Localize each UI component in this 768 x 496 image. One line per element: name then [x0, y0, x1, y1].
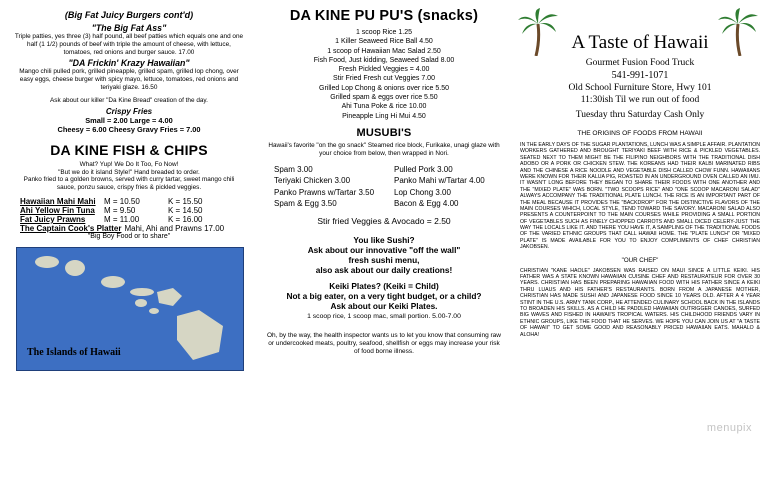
fish-item: [20, 206, 244, 215]
keiki-price: 1 scoop rice, 1 scoop mac, small portion. 5.00-7.00: [307, 312, 461, 320]
big-fat-ass-desc: Triple patties, yes three (3) half pound, all beef patties which equals one and one half (1 1/2) pounds of beef with triple the amount of cheese, with lettuce, tomatoes, red onions and burger sauce. 17.00: [14, 33, 244, 56]
musubi-desc: Hawaii's favorite "on the go snack" Steamed rice block, Furikake, unagi glaze with your choice from below, then wrapped in Nori.: [268, 141, 500, 157]
krazy-hawaiian-name: "DA Frickin' Krazy Hawaiian": [68, 58, 190, 69]
pupu-item: 1 Killer Seaweed Rice Ball 4.50: [335, 38, 433, 46]
musubi-item: Spam 3.00: [274, 164, 313, 174]
pupu-item: Grilled Lop Chong & onions over rice 5.50: [319, 84, 449, 92]
pupu-item: 1 scoop Rice 1.25: [355, 29, 413, 36]
keiki-block: [266, 281, 502, 320]
watermark: menupix: [706, 422, 752, 434]
middle-panel: [256, 0, 512, 496]
phone-number: 541-991-1071: [611, 70, 669, 81]
fish-desc-2: "But we do it island Style!" Hand breaded to order.: [58, 168, 200, 176]
fish-item-m: M = 10.50: [104, 196, 140, 206]
big-boy-note: "Big Boy Food or to share": [87, 232, 171, 240]
pupu-item: 1 scoop of Hawaiian Mac Salad 2.50: [327, 47, 441, 55]
hawaii-islands-map: [16, 247, 244, 371]
fish-item-k: K = 15.50: [168, 196, 203, 206]
chef-text: CHRISTIAN "KANE HAOLE" JAKOBSEN WAS RAISED ON MAUI SINCE A LITTLE KEIKI. HIS FATHER WAS A STATE KNOWN HAWAIIAN CUISINE CHEF AND RESTAURATEUR FOR OVER 30 YEARS. CHRISTIAN HAS BEEN PREPARING HAWAIIAN FOOD WITH HIS FATHER SINCE A KEIKI THRU LUAUS AND HIS FATHER'S RESTAURANTS. BORN FROM A JAPANESE MOTHER, CHRISTIAN HAS MADE SUSHI AND JAPANESE FOOD SINCE 10 YEARS OLD. AFTER A 4 YEAR STINT IN THE U.S. ARMY TANK CORP., HE ATTENDED CULINARY SCHOOL BACK IN THE ISLANDS TO BROADEN HIS SKILLS. AS A CHILD HE PADDLED HAWAIIAN OUTRIGGER CANOES, SURFED BIG WAVES AND FISHED IN HAWAII'S TROPICAL WATERS. HIS CHILDHOOD FRIENDS VARY IN ETHNIC GROUPS, LIKE THE FOOD THAT HE SERVES. WE HOPE YOU CAN JOIN US AT "A TASTE OF HAWAII" TO GET SOME GOOD AND REASONABLY PRICED HAWAIIAN EATS. MAHALO & ALOHA!: [520, 267, 760, 338]
stir-fried-veggies: Stir fried Veggies & Avocado = 2.50: [317, 215, 451, 226]
crispy-fries-sizes: Small = 2.00 Large = 4.00: [85, 115, 173, 125]
pupu-item: Fresh Pickled Veggies = 4.00: [338, 66, 430, 74]
origins-text: IN THE EARLY DAYS OF THE SUGAR PLANTATIONS, LUNCH WAS A SIMPLE AFFAIR. PLANTATION WORKERS GATHERED AND BROUGHT TERIYAKI BEEF WITH RICE & PICKLED VEGETABLES. SEATED NEXT TO THEM MIGHT BE THE FILIPINO NEIGHBORS WITH THE TRADITIONAL DISH ADOBO OR A PORK OR CHICKEN STEW. THE KOREANS HAD THEIR KALBI MARINATED RIBS AND THE CHINESE A RICE NOODLE AND VEGETABLE DISH CALLED CHOW FUNN. HAWAIIANS WERE KNOWN FOR THEIR KALUA PIG, ROASTED IN AN UNDERGROUND OVEN CALLED AN IMU. IT WASN'T LONG BEFORE THEY BEGAN TO SHARE THEIR FOODS WITH ONE ANOTHER AND THE "MIXED PLATE" WAS BORN. "TWO SCOOPS RICE" AND "ONE SCOOP MACARONI SALAD" ALWAYS ACCOMPANY THE TRADITIONAL PLATE LUNCH. THE RICE IS AN IMPORTANT PART OF THE MEAL BECAUSE IT PROVIDES THE "BACKDROP" FOR THE DISTINCTIVE FLAVORS OF THE MAIN COURSES WHICH, LOCAL STYLE, TEND TOWARD THE SAVORY. MACARONI SALAD ALSO PRESENTS A COUNTERPOINT TO THE MAIN COURSES WHILE PROVIDING A SMALL PORTION OF VEGETABLES SUCH AS FINELY CHOPPED CARROTS AND SMALL DICED CELERY-JUST THE WAY THE LOCALS LIKE IT. AND THERE YOU HAVE IT, A SAMPLING OF THE TRADITIONAL FOODS OF THE VARIED ETHNIC GROUPS THAT CALL HAWAII HOME. THE "PLATE LUNCH" OR "MIXED PLATE" IS MADE AVAILABLE FOR YOU TO ENJOY COMPLIMENTS OF CHEF CHRISTIAN JAKOBSEN.: [520, 142, 760, 251]
fish-items: [14, 197, 244, 233]
chef-title: "OUR CHEF": [621, 256, 659, 264]
island-kauai: [65, 260, 85, 276]
pupus-title: DA KINE PU PU'S (snacks): [289, 8, 479, 24]
left-panel: [0, 0, 256, 496]
fish-desc-1: What? Yup! We Do It Too, Fo Now!: [79, 160, 179, 168]
island-molokai: [130, 288, 154, 296]
keiki-line: Not a big eater, on a very tight budget, or a child?: [286, 290, 482, 301]
origins-title: THE ORIGINS OF FOODS FROM HAWAII: [577, 130, 703, 137]
keiki-title: Keiki Plates? (Keiki = Child): [329, 280, 439, 291]
fish-item-name: Ahi Yellow Fin Tuna: [20, 205, 95, 215]
island-kahoolawe: [149, 308, 159, 314]
map-label: The Islands of Hawaii: [27, 347, 121, 359]
island-oahu: [101, 276, 125, 288]
musubi-options: [266, 164, 502, 210]
sushi-block: [266, 235, 502, 275]
musubi-item: Spam & Egg 3.50: [274, 199, 337, 209]
fish-item-m: M = 11.00: [104, 214, 140, 224]
musubi-item: Pulled Pork 3.00: [394, 164, 453, 174]
fish-item-k: K = 14.50: [168, 205, 203, 215]
captain-platter-name: The Captain Cook's Platter: [20, 223, 122, 233]
sushi-line: fresh sushi menu,: [348, 254, 420, 265]
sushi-line: also ask about our daily creations!: [315, 264, 453, 275]
restaurant-title: A Taste of Hawaii: [571, 32, 709, 53]
crispy-fries-cheesy: Cheesy = 6.00 Cheesy Gravy Fries = 7.00: [57, 124, 201, 134]
musubi-left-column: [274, 164, 394, 210]
pupu-item: Stir Fried Fresh cut Veggies 7.00: [333, 75, 435, 83]
pupu-item: Ahi Tuna Poke & rice 10.00: [341, 103, 427, 111]
musubi-item: Lop Chong 3.00: [394, 187, 451, 197]
fish-item-m: M = 9.50: [104, 205, 136, 215]
fish-item-name: Hawaiian Mahi Mahi: [20, 196, 96, 206]
crispy-fries-title: Crispy Fries: [105, 106, 153, 116]
address: Old School Furniture Store, Hwy 101: [568, 83, 712, 93]
sushi-line: Ask about our innovative "off the wall": [307, 244, 461, 255]
captain-platter-desc: Mahi, Ahi and Prawns 17.00: [124, 223, 225, 233]
palm-tree-icon: [718, 8, 758, 56]
musubi-title: MUSUBI'S: [356, 126, 412, 139]
palm-tree-icon: [518, 8, 558, 56]
pupu-item: Fish Food, Just kidding, Seaweed Salad 8.00: [313, 56, 455, 64]
krazy-hawaiian-desc: Mango chili pulled pork, grilled pineapple, grilled spam, grilled lop chong, over easy eggs, cheese burger with spicy mayo, lettuce, tomatoes, red onions and teriyaki glaze. 16.50: [19, 68, 239, 92]
days-cash: Tuesday thru Saturday Cash Only: [575, 110, 705, 120]
pupu-item: Pineapple Ling Hi Mui 4.50: [342, 112, 426, 120]
sushi-line: You like Sushi?: [353, 234, 415, 245]
musubi-item: Panko Mahi w/Tartar 4.00: [394, 176, 485, 186]
right-panel: [512, 0, 768, 496]
musubi-item: Bacon & Egg 4.00: [394, 199, 459, 209]
fish-desc-3: Panko fried to a golden browns, served with curry tartar, sweet mango chili sauce, ponzu sauce, crispy fries & pickled veggies.: [23, 176, 235, 192]
burgers-cont-title: (Big Fat Juicy Burgers cont'd): [64, 10, 194, 20]
musubi-item: Panko Prawns w/Tartar 3.50: [274, 187, 375, 197]
fish-item-k: K = 16.00: [168, 214, 203, 224]
fish-chips-title: DA KINE FISH & CHIPS: [50, 141, 208, 158]
fish-item: [20, 197, 244, 206]
big-fat-ass-name: "The Big Fat Ass": [91, 23, 167, 33]
island-niihau: [35, 256, 59, 268]
island-big-island: [177, 310, 223, 360]
restaurant-subtitle: Gourmet Fusion Food Truck: [585, 58, 695, 68]
island-lanai: [135, 299, 147, 307]
hours: 11:30ish Til we run out of food: [580, 95, 700, 105]
ask-bread: Ask about our killer "Da Kine Bread" creation of the day.: [50, 96, 208, 104]
keiki-line: Ask about our Keiki Plates.: [330, 300, 438, 311]
island-maui: [157, 288, 182, 306]
musubi-item: Teriyaki Chicken 3.00: [274, 176, 351, 186]
captain-platter: [20, 224, 244, 233]
fish-item-name: Fat Juicy Prawns: [20, 214, 86, 224]
pupu-item: Grilled spam & eggs over rice 5.50: [330, 94, 438, 102]
pupus-list: [266, 28, 502, 121]
musubi-right-column: [394, 164, 485, 210]
health-notice: Oh, by the way, the health inspector wants us to let you know that consuming raw or undercooked meats, poultry, seafood, shellfish or eggs may increase your risk of food borne illness.: [266, 331, 501, 355]
fish-item: [20, 215, 244, 224]
